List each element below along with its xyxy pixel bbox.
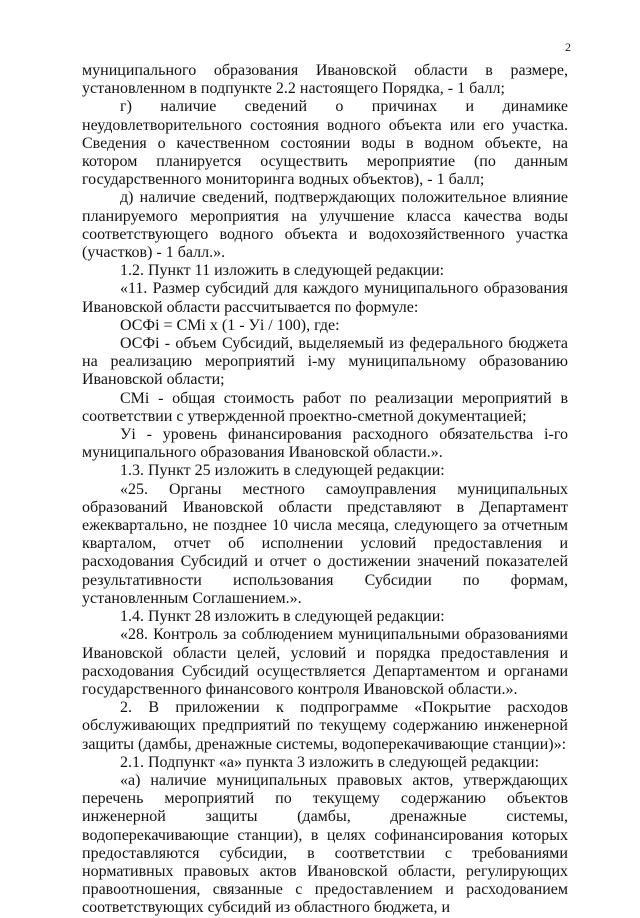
paragraph-12: 1.4. Пункт 28 изложить в следующей редакции: bbox=[120, 608, 445, 626]
paragraph-4: 1.2. Пункт 11 изложить в следующей редакции: bbox=[120, 262, 445, 280]
paragraph-15: 2.1. Подпункт «а» пункта 3 изложить в следующей редакции: bbox=[120, 753, 540, 771]
paragraph-3: д) наличие сведений, подтверждающих положительное влияние планируемого мероприятия на улучшение класса качества воды соответствующего водного объекта и водохозяйственного участка (участков) - 1 балл.». bbox=[82, 189, 568, 262]
paragraph-1: муниципального образования Ивановской области в размере, установленном в подпункте 2.2 настоящего Порядка, - 1 балл; bbox=[82, 62, 568, 98]
paragraph-6: ОСФi = СМi х (1 - Уi / 100), где: bbox=[120, 316, 340, 334]
paragraph-13: «28. Контроль за соблюдением муниципальными образованиями Ивановской области целей, условий и порядка предоставления и расходования Субсидий осуществляется Департаментом и органами государственного финансового контроля Ивановской области.». bbox=[82, 626, 568, 698]
page-number: 2 bbox=[565, 40, 571, 54]
paragraph-11: «25. Органы местного самоуправления муниципальных образований Ивановской области представляют в Департамент ежеквартально, не позднее 10 числа месяца, следующего за отчетным кварталом, отчет об исполнении условий предоставления и расходования Субсидий и отчет о достижении значений показателей результативности использования Субсидии по формам, установленным Соглашением.». bbox=[82, 480, 568, 607]
paragraph-16: «а) наличие муниципальных правовых актов, утверждающих перечень мероприятий по текущему содержанию объектов инженерной защиты (дамбы, дренажные системы, водоперекачивающие станции), в целях софинансирования которых предоставляются субсидии, в соответствии с требованиями нормативных правовых актов Ивановской области, регулирующих правоотношения, связанные с предоставлением и расходованием соответствующих субсидий из областного бюджета, и bbox=[82, 771, 568, 917]
paragraph-2: г) наличие сведений о причинах и динамике неудовлетворительного состояния водного объекта или его участка. Сведения о качественном состоянии воды в водном объекте, на котором планируется осуществить мероприятие (по данным государственного мониторинга водных объектов), - 1 балл; bbox=[82, 98, 568, 189]
paragraph-5: «11. Размер субсидий для каждого муниципального образования Ивановской области рассчитывается по формуле: bbox=[82, 280, 568, 316]
paragraph-14: 2. В приложении к подпрограмме «Покрытие расходов обслуживающих предприятий по текущему содержанию инженерной защиты (дамбы, дренажные системы, водоперекачивающие станции)»: bbox=[82, 699, 568, 753]
paragraph-10: 1.3. Пункт 25 изложить в следующей редакции: bbox=[120, 462, 445, 480]
paragraph-9: Уi - уровень финансирования расходного обязательства i-го муниципального образования Ивановской области.». bbox=[82, 426, 568, 462]
paragraph-8: СМi - общая стоимость работ по реализации мероприятий в соответствии с утвержденной проектно-сметной документацией; bbox=[82, 389, 568, 425]
document-body bbox=[82, 62, 568, 918]
paragraph-7: ОСФi - объем Субсидий, выделяемый из федерального бюджета на реализацию мероприятий i-му муниципальному образованию Ивановской области; bbox=[82, 335, 568, 389]
